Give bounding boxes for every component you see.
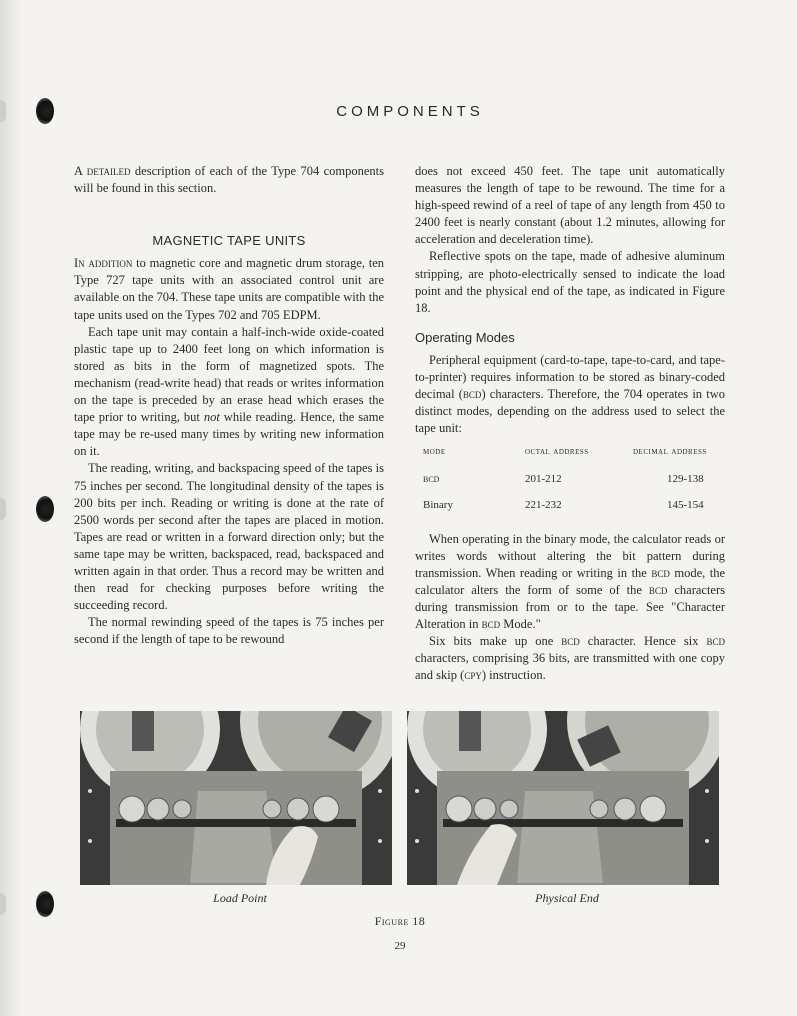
table-cell-mode: bcd	[423, 472, 440, 485]
photo-physical-end	[407, 711, 719, 885]
right-paragraph-5-text-c: characters, comprising 36 bits, are transmitted with one copy and skip (	[415, 651, 725, 683]
right-paragraph-4	[415, 531, 725, 634]
binder-hole-bottom	[36, 891, 54, 917]
caption-load-point: Load Point	[213, 891, 267, 905]
table-header-octal: octal address	[525, 446, 589, 458]
edge-mark-top	[0, 100, 6, 122]
table-header-mode: mode	[423, 446, 446, 458]
intro-text: description of each of the Type 704 components will be found in this section.	[74, 164, 384, 196]
right-paragraph-2: Reflective spots on the tape, made of adhesive aluminum stripping, are photo-electrically sensed to indicate the load point and the physical end of the tape, as indicated in Figure 18.	[415, 249, 725, 315]
paragraph-2-text-b: while reading. Hence, the same tape may be re-used many times by writing new information on it.	[74, 410, 384, 459]
table-cell-octal: 201-212	[525, 472, 562, 485]
paragraph-2	[74, 324, 384, 461]
table-header-row	[423, 443, 723, 470]
modes-table	[423, 443, 723, 522]
right-paragraph-4-text-a: When operating in the binary mode, the calculator reads or writes words without altering the bit pattern during transmission. When reading or writing in the	[415, 531, 725, 580]
cpy-abbrev: cpy	[464, 668, 482, 683]
paragraph-4: The normal rewinding speed of the tapes is 75 inches per second if the length of tape to be rewound	[74, 615, 384, 647]
section-heading: MAGNETIC TAPE UNITS	[152, 233, 306, 249]
photo-load-point	[80, 711, 392, 885]
right-paragraph-5-text-a: Six bits make up one	[429, 634, 562, 649]
right-paragraph-3	[415, 352, 725, 437]
bcd-abbrev: bcd	[651, 565, 670, 580]
paragraph-1-lead: In addition	[74, 256, 133, 271]
subheading-operating-modes: Operating Modes	[415, 329, 515, 345]
bcd-abbrev: bcd	[462, 387, 482, 402]
table-header-decimal: decimal address	[633, 446, 707, 458]
right-column	[415, 163, 725, 685]
page-number: 29	[394, 940, 406, 952]
table-row	[423, 497, 723, 523]
right-paragraph-4-text-d: Mode."	[500, 617, 541, 632]
right-paragraph-5	[415, 633, 725, 684]
right-paragraph-4-text-b: mode, the calculator alters the form of some of the	[415, 565, 725, 597]
binder-hole-top	[36, 98, 54, 124]
paragraph-1-text: to magnetic core and magnetic drum storage, ten Type 727 tape units with an associated control unit are available on the 704. These tape units are compatible with the tape units used on the Types 702 and 705 EDPM.	[74, 256, 384, 322]
tape-unit-illustration	[407, 711, 719, 885]
binder-hole-middle	[36, 496, 54, 522]
intro-paragraph	[74, 163, 384, 197]
tape-unit-illustration	[80, 711, 392, 885]
table-cell-octal: 221-232	[525, 498, 562, 511]
paragraph-2-text-a: Each tape unit may contain a half-inch-wide oxide-coated plastic tape up to 2400 feet long on which information is stored as bits in the form of magnetized spots. The mechanism (read-write head) that reads or writes information on the tape is preceded by an erase head which erases the tape prior to writing, but	[74, 324, 384, 425]
right-paragraph-1: does not exceed 450 feet. The tape unit automatically measures the length of tape to be rewound. The time for a high-speed rewind of a reel of tape of any length from 450 to 2400 feet is nearly constant (about 1.2 minutes, allowing for acceleration and deceleration time).	[415, 164, 725, 247]
right-paragraph-5-text-b: character. Hence six	[579, 634, 707, 649]
right-paragraph-4-text-c: characters during transmission from or to the tape. See "Character Alteration in	[415, 582, 725, 632]
caption-physical-end: Physical End	[535, 891, 599, 905]
right-paragraph-3-text-b: ) characters. Therefore, the 704 operates in two distinct modes, depending on the address used to select the tape unit:	[415, 387, 725, 436]
left-column	[74, 163, 384, 648]
figure-label: Figure 18	[374, 914, 426, 928]
right-paragraph-5-text-d: ) instruction.	[481, 668, 546, 683]
table-cell-mode: Binary	[423, 498, 453, 511]
bcd-abbrev: bcd	[481, 617, 501, 632]
paragraph-1	[74, 255, 384, 323]
bcd-abbrev: bcd	[561, 634, 580, 649]
paragraph-2-emphasis: not	[203, 410, 220, 425]
edge-mark-bottom	[0, 893, 6, 915]
intro-lead: A detailed	[74, 164, 131, 178]
right-paragraph-3-text-a: Peripheral equipment (card-to-tape, tape-to-card, and tape-to-printer) requires information to be stored as binary-coded decimal (	[415, 352, 725, 402]
edge-mark-middle	[0, 498, 6, 520]
bcd-abbrev: bcd	[648, 582, 668, 597]
table-cell-decimal: 145-154	[667, 498, 704, 511]
table-cell-decimal: 129-138	[667, 472, 704, 485]
paragraph-3: The reading, writing, and backspacing speed of the tapes is 75 inches per second. The longitudinal density of the tapes is 200 bits per inch. Reading or writing is done at the rate of 2500 words per second after the tapes are placed in motion. Tapes are read or written in a forward direction only; but the same tape may be written, backspaced, read, backspaced and written again in that order. Thus a record may be written and then read for checking purposes before writing the succeeding record.	[74, 461, 384, 613]
page-title: COMPONENTS	[336, 103, 484, 120]
table-row	[423, 471, 723, 497]
bcd-abbrev: bcd	[706, 634, 726, 649]
